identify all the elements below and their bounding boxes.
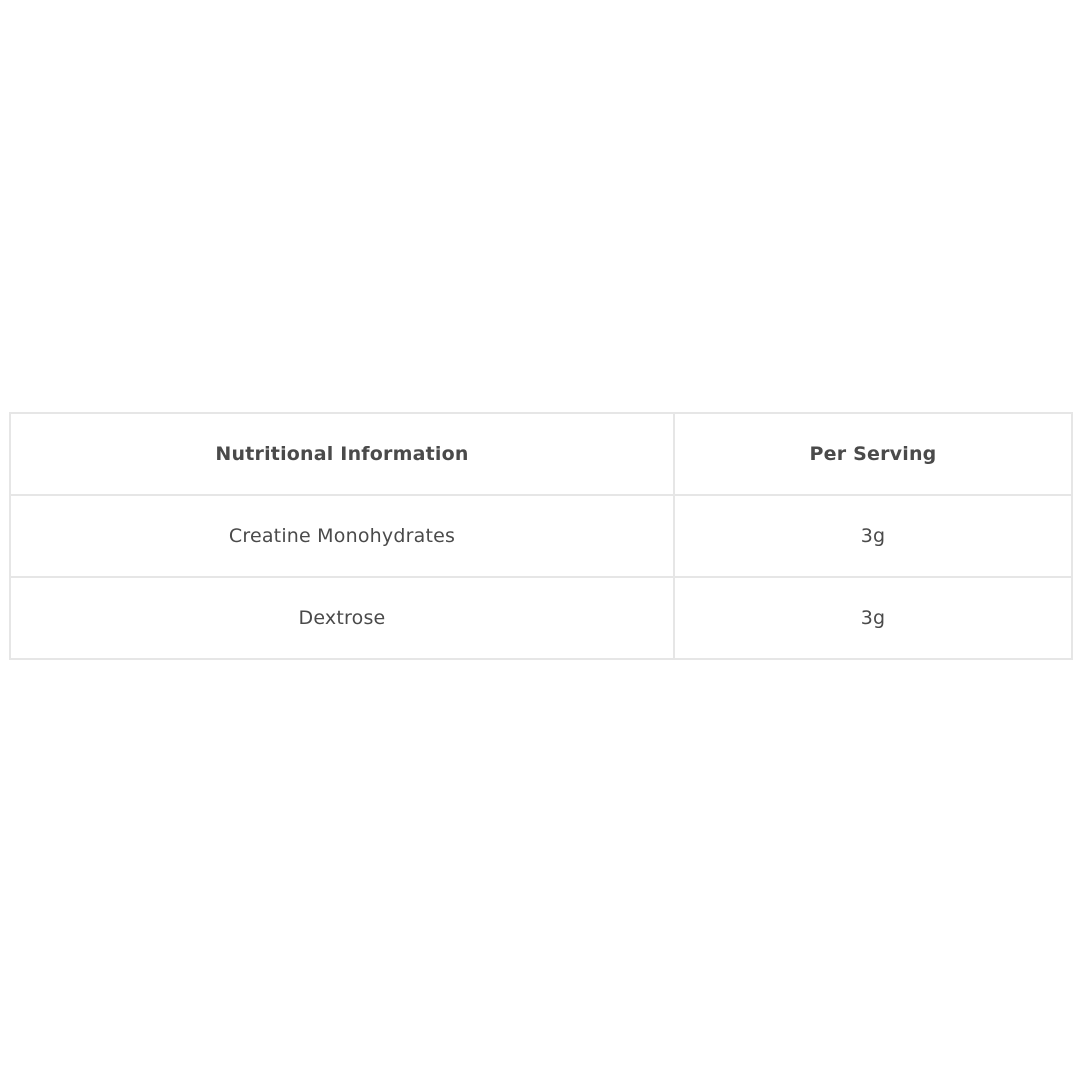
- serving-amount-cell: 3g: [674, 495, 1072, 577]
- nutrient-name-cell: Dextrose: [10, 577, 674, 659]
- header-nutritional-information: Nutritional Information: [10, 413, 674, 495]
- table-header-row: [10, 413, 1072, 495]
- table-row: [10, 577, 1072, 659]
- nutrient-name-cell: Creatine Monohydrates: [10, 495, 674, 577]
- table-row: [10, 495, 1072, 577]
- header-per-serving: Per Serving: [674, 413, 1072, 495]
- nutrition-table: [9, 412, 1073, 660]
- serving-amount-cell: 3g: [674, 577, 1072, 659]
